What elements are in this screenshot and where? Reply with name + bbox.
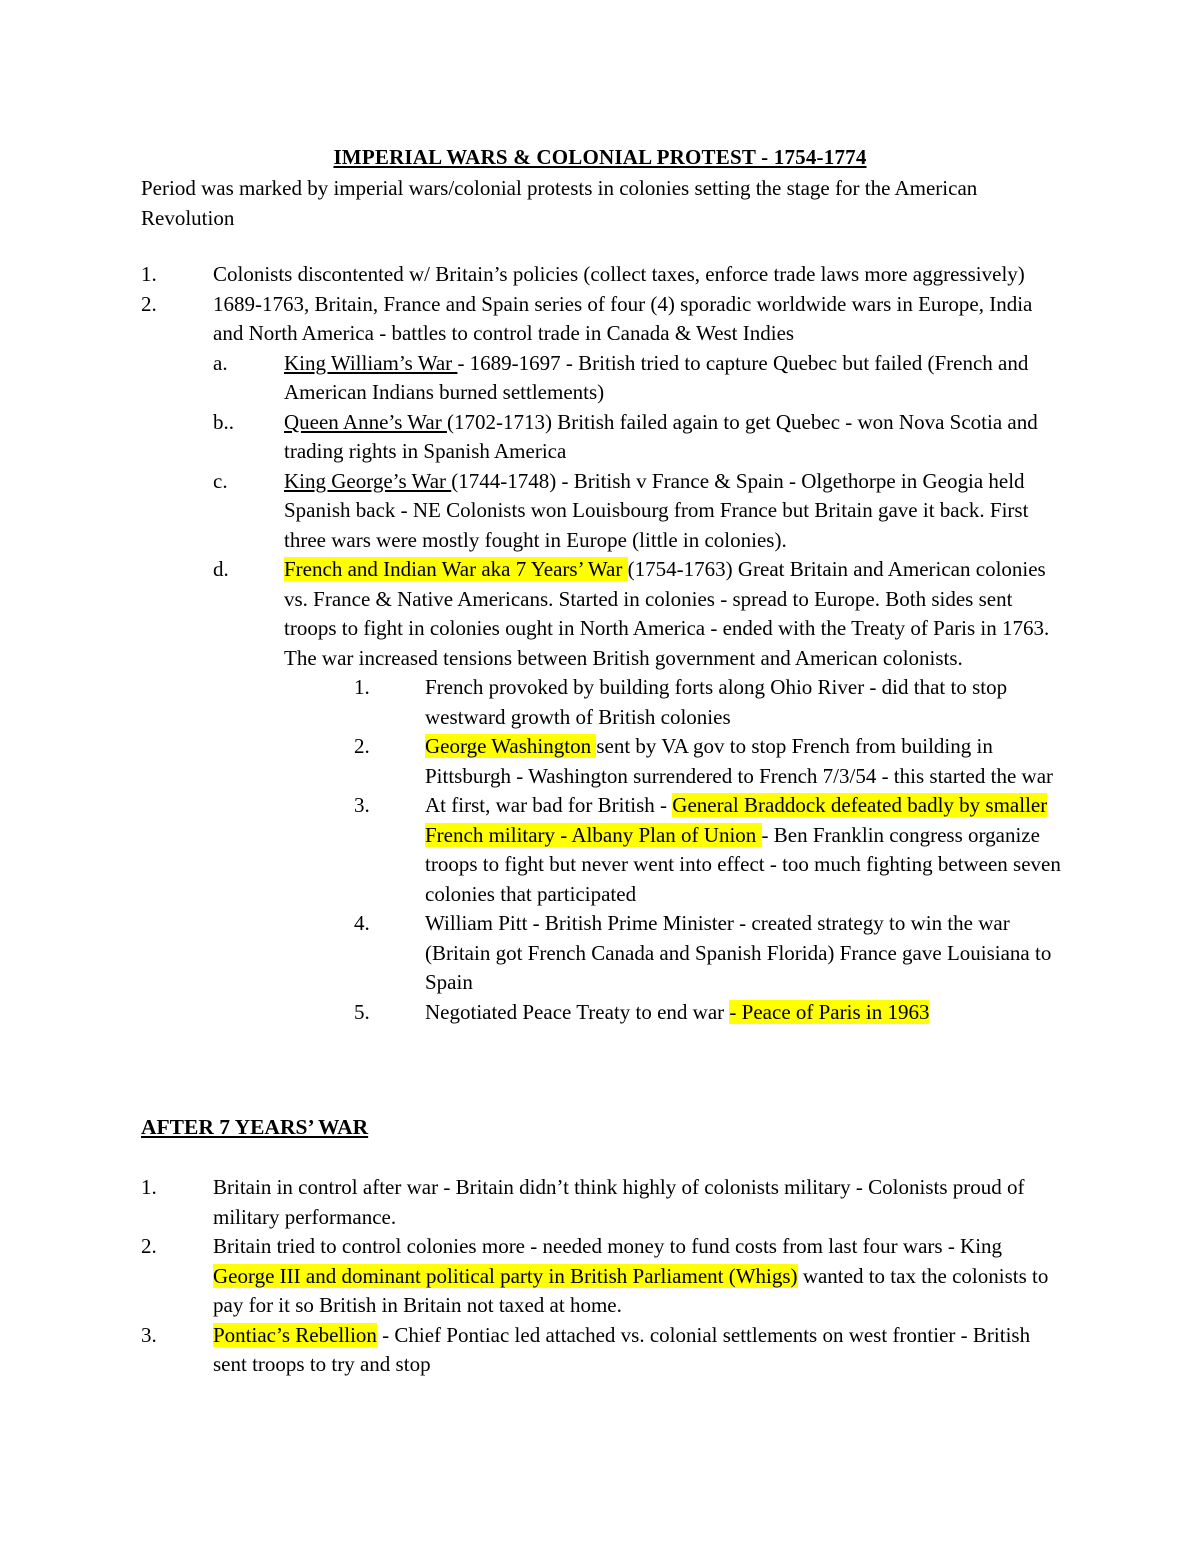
nested-list-item: 5. Negotiated Peace Treaty to end war - Peace of Paris in 1963 — [354, 999, 930, 1024]
list-item: 1. Colonists discontented w/ Britain’s policies (collect taxes, enforce trade laws more aggressively) — [141, 262, 1025, 286]
sub-list-item: c. King George’s War (1744-1748) - British v France & Spain - Olgethorpe in Geogia held Spanish back - NE Colonists won Louisbourg from France but Britain gave it back. First three wars were mostly fought in Europe (little in colonies). — [213, 468, 1029, 552]
section-heading: AFTER 7 YEARS’ WAR — [141, 1115, 369, 1139]
nested-list-item: 4. William Pitt - British Prime Minister - created strategy to win the war (Britain got French Canada and Spanish Florida) France gave Louisiana to Spain — [354, 911, 1052, 994]
sub-list-item: b.. Queen Anne’s War (1702-1713) British failed again to get Quebec - won Nova Scotia and trading rights in Spanish America — [213, 409, 1038, 463]
list-item: 2. 1689-1763, Britain, France and Spain series of four (4) sporadic worldwide wars in Europe, India and North America - battles to control trade in Canada & West Indies — [141, 291, 1033, 345]
war-name: King George’s War — [284, 468, 452, 493]
highlighted-text: George Washington — [425, 734, 597, 758]
highlighted-text: General Braddock defeated badly by smaller French military - Albany Plan of Union — [425, 793, 1048, 847]
highlighted-text: - — [729, 999, 742, 1024]
war-name: King William’s War — [284, 350, 458, 375]
nested-list-item: 2. George Washington sent by VA gov to stop French from building in Pittsburgh - Washington surrendered to French 7/3/54 - this started the war — [354, 734, 1054, 788]
intro-paragraph: Period was marked by imperial wars/colonial protests in colonies setting the stage for the American Revolution — [141, 176, 978, 230]
nested-list-item: 1. French provoked by building forts along Ohio River - did that to stop westward growth of British colonies — [354, 675, 1008, 729]
highlighted-text: Peace of Paris in 1963 — [741, 999, 930, 1024]
highlighted-text: Pontiac’s Rebellion — [213, 1322, 377, 1347]
document-title: IMPERIAL WARS & COLONIAL PROTEST - 1754-1774 — [333, 145, 867, 169]
after-war-list — [141, 1173, 1061, 1380]
highlighted-war-name: French and Indian War aka 7 Years’ War — [284, 557, 628, 581]
main-list — [141, 260, 1061, 1027]
list-item: 1. Britain in control after war - Britain didn’t think highly of colonists military - Colonists proud of military performance. — [141, 1175, 1025, 1229]
sub-list-item: a. King William’s War - 1689-1697 - British tried to capture Quebec but failed (French and American Indians burned settlements) — [213, 350, 1029, 404]
nested-list-item: 3. At first, war bad for British - General Braddock defeated badly by smaller French military - Albany Plan of Union - Ben Franklin congress organize troops to fight but never went into effect - too much fighting between seven colonies that participated — [354, 793, 1061, 906]
highlighted-text: George III and dominant political party in British Parliament (Whigs) — [213, 1263, 798, 1288]
list-item: 3. Pontiac’s Rebellion - Chief Pontiac led attached vs. colonial settlements on west frontier - British sent troops to try and stop — [141, 1322, 1031, 1376]
war-name: Queen Anne’s War — [284, 409, 447, 434]
sub-list-item: d. French and Indian War aka 7 Years’ War (1754-1763) Great Britain and American colonies vs. France & Native Americans. Started in colonies - spread to Europe. Both sides sent troops to fight in colonies ought in North America - ended with the Treaty of Paris in 1763. The war increased tensions between British government and American colonists. — [213, 557, 1050, 670]
list-item: 2. Britain tried to control colonies more - needed money to fund costs from last four wars - King George III and dominant political party in British Parliament (Whigs) wanted to tax the colonists to pay for it so British in Britain not taxed at home. — [141, 1234, 1049, 1317]
